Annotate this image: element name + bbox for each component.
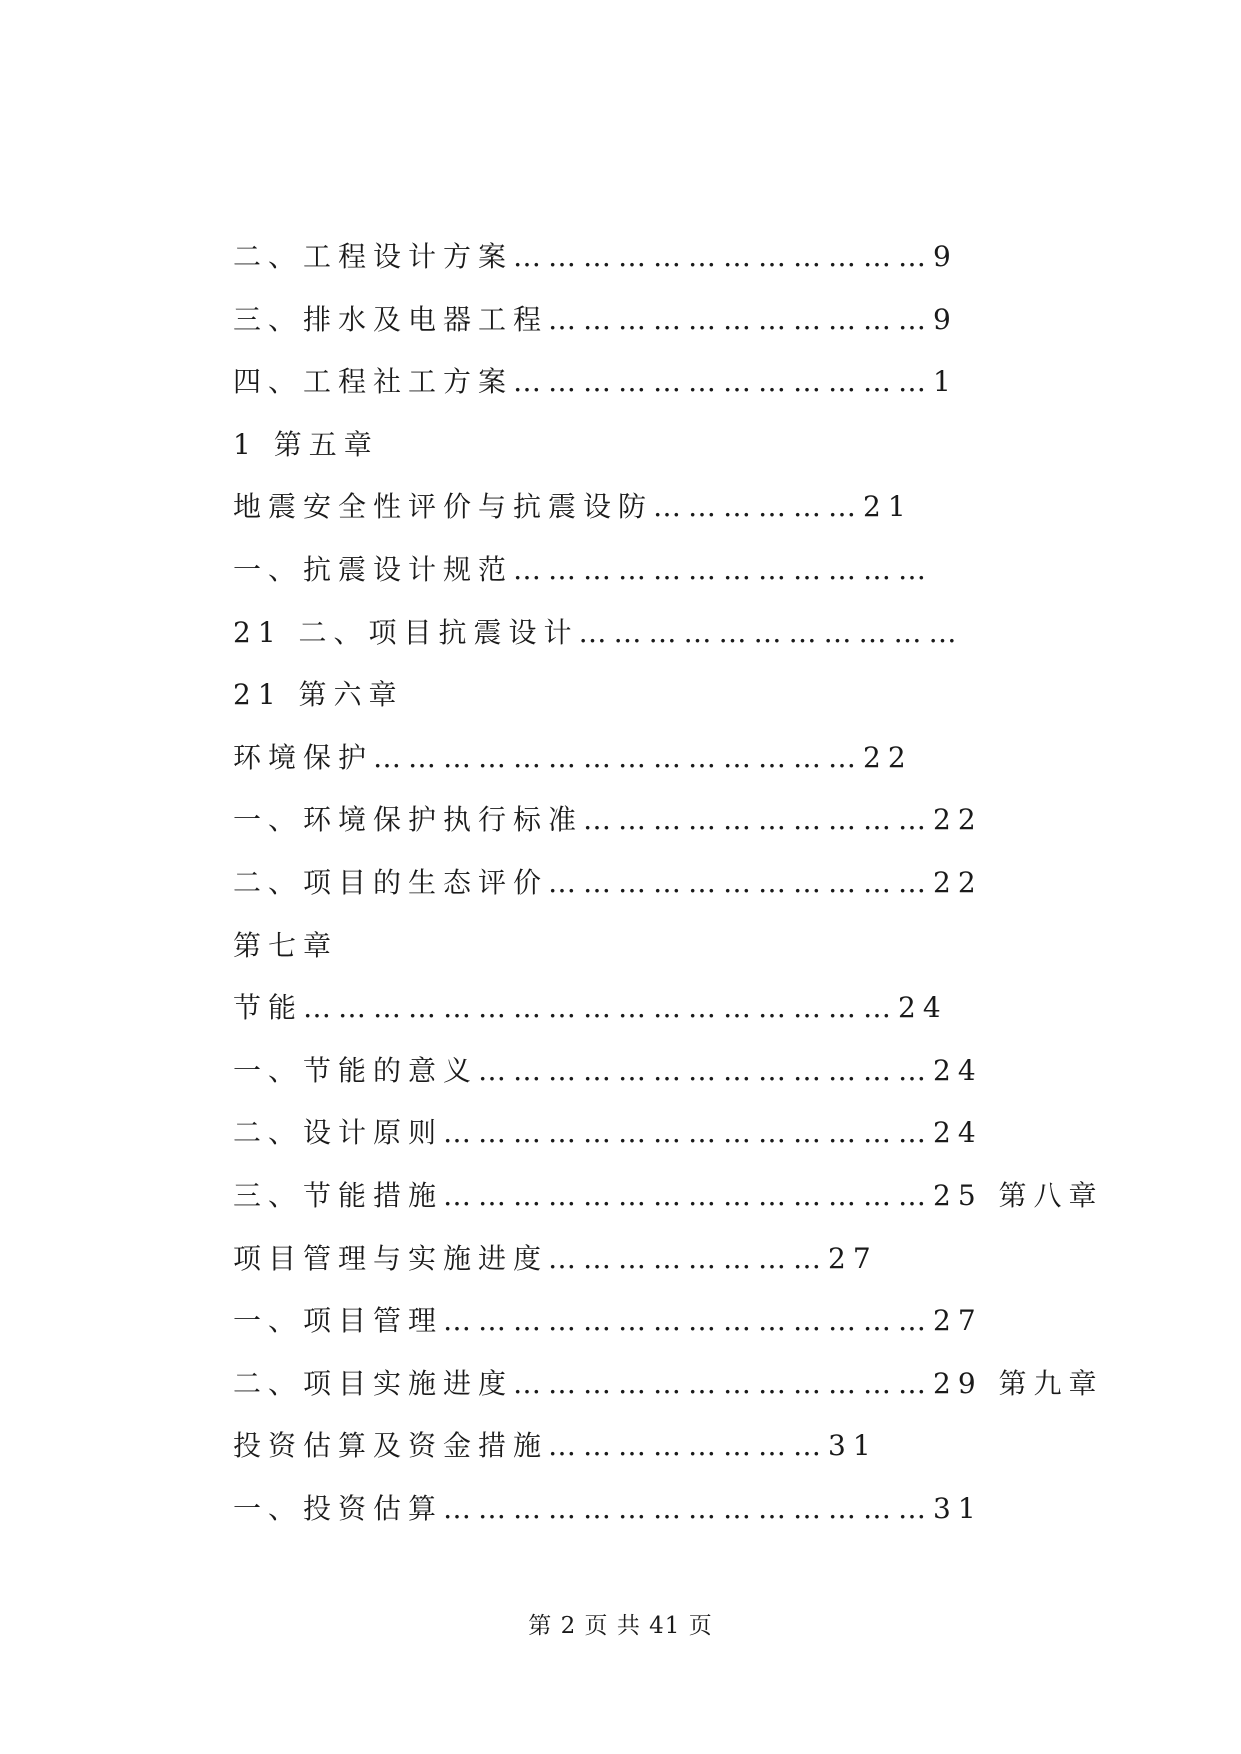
toc-line: 二、设计原则……………………………………24 — [233, 1116, 983, 1150]
page-footer — [0, 1607, 1241, 1640]
page-number-label: 第 2 页 共 41 页 — [528, 1613, 713, 1639]
toc-line: 二、项目实施进度………………………………29 第九章 — [233, 1366, 1104, 1400]
toc-line: 一、环境保护执行标准…………………………22 — [233, 803, 983, 837]
toc-line: 环境保护……………………………………22 — [233, 740, 913, 774]
toc-line: 一、项目管理……………………………………27 — [233, 1304, 983, 1338]
toc-line: 第七章 — [233, 928, 339, 962]
toc-line: 一、投资估算……………………………………31 — [233, 1491, 983, 1525]
toc-line: 节能……………………………………………24 — [233, 991, 948, 1025]
toc-line: 1 第五章 — [233, 427, 379, 461]
toc-line: 四、工程社工方案………………………………1 — [233, 365, 958, 399]
toc-line: 项目管理与实施进度……………………27 — [233, 1241, 878, 1275]
table-of-contents — [233, 232, 1133, 1546]
toc-line: 一、抗震设计规范……………………………… — [233, 552, 934, 586]
toc-line: 21 二、项目抗震设计…………………………… — [233, 615, 964, 649]
toc-line: 一、节能的意义…………………………………24 — [233, 1053, 983, 1087]
toc-line: 二、工程设计方案………………………………9 — [233, 240, 958, 273]
toc-line: 21 第六章 — [233, 678, 404, 712]
toc-line: 投资估算及资金措施……………………31 — [233, 1429, 878, 1463]
toc-line: 三、节能措施……………………………………25 第八章 — [233, 1178, 1104, 1212]
toc-line: 三、排水及电器工程……………………………9 — [233, 302, 958, 336]
toc-line: 地震安全性评价与抗震设防………………21 — [233, 490, 913, 524]
toc-line: 二、项目的生态评价……………………………22 — [233, 865, 983, 899]
